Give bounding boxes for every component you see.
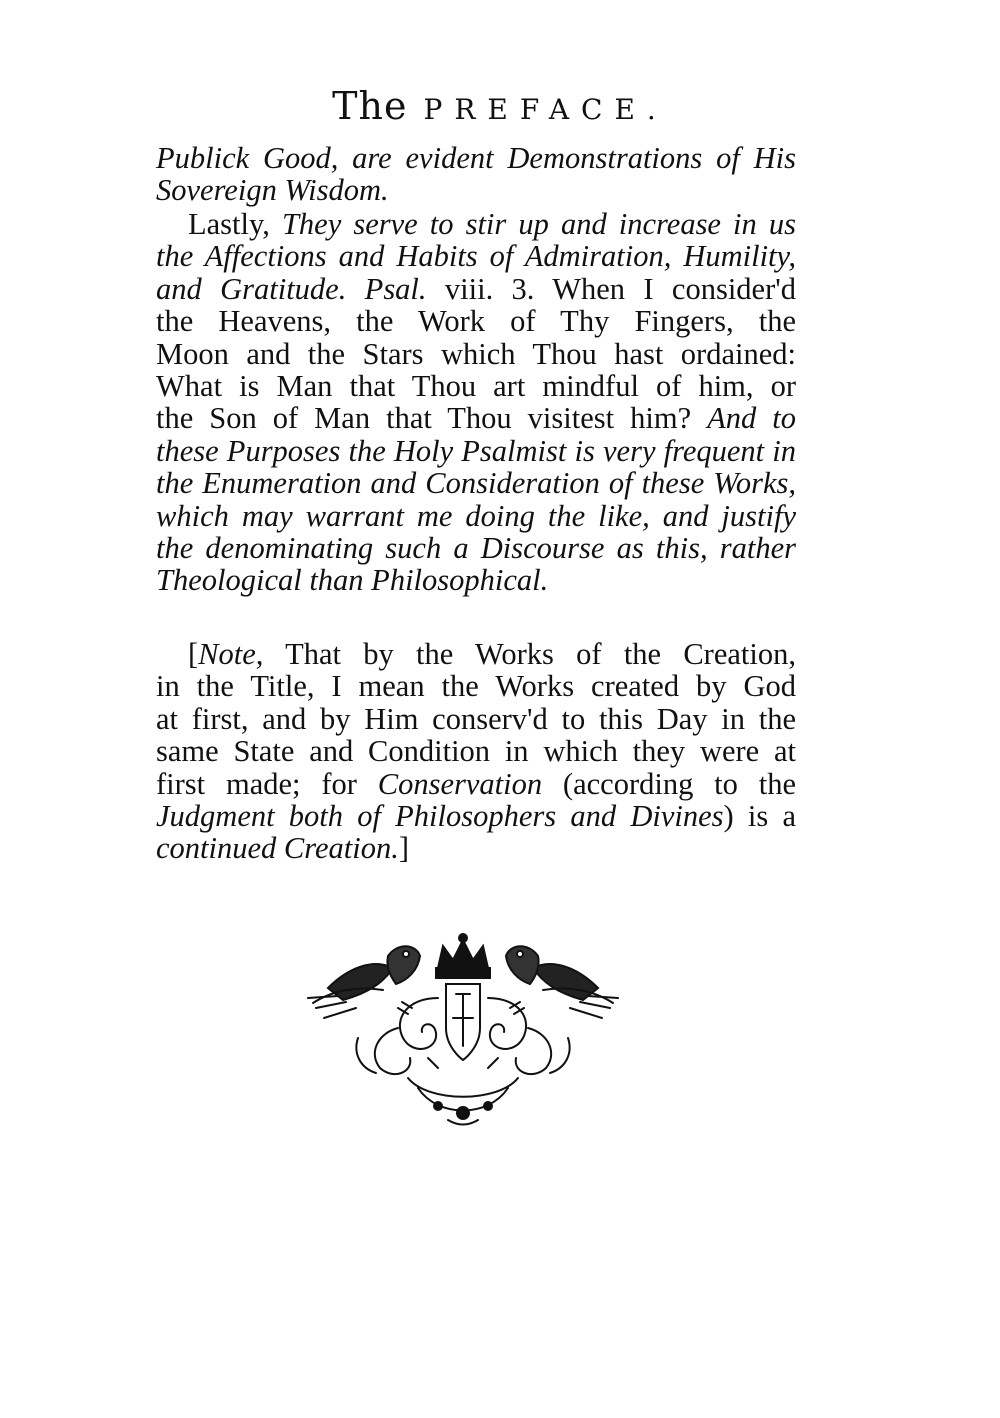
p3-l6-roman: ) is a bbox=[723, 799, 796, 834]
p2-line-4: the Heavens, the Work of Thy Fingers, the bbox=[156, 304, 796, 339]
p2-line-3 bbox=[156, 273, 796, 305]
p3-line-3: at first, and by Him conserv'd to this Day in the bbox=[156, 701, 796, 736]
p2-line-6: What is Man that Thou art mindful of him, or bbox=[156, 369, 796, 404]
p3-line-5 bbox=[156, 768, 796, 800]
p2-line-8: these Purposes the Holy Psalmist is very frequent in bbox=[156, 433, 796, 468]
p3-l7-italic: continued Creation. bbox=[156, 831, 399, 866]
p2-l7-italic: And to bbox=[707, 401, 796, 436]
p3-l7-bracket: ] bbox=[398, 831, 410, 866]
p2-line-7 bbox=[156, 402, 796, 434]
p3-l5-roman-b: (according to the bbox=[542, 766, 796, 801]
header-preface: PREFACE. bbox=[423, 93, 668, 126]
running-header bbox=[0, 84, 1000, 128]
p1-line-2: Sovereign Wisdom. bbox=[156, 173, 389, 208]
p3-line-2: in the Title, I mean the Works created by God bbox=[156, 669, 796, 704]
p2-l3-roman: viii. 3. When I consider'd bbox=[426, 271, 796, 306]
p2-line-2: the Affections and Habits of Admiration, Humility, bbox=[156, 239, 796, 274]
p2-l1-roman: Lastly, bbox=[188, 207, 282, 241]
p3-line-4: same State and Condition in which they were at bbox=[156, 734, 796, 769]
p2-l1-italic: They serve to stir up and increase in us bbox=[281, 207, 796, 241]
paragraph-continuation bbox=[156, 142, 796, 207]
p3-line-1 bbox=[156, 638, 796, 670]
p2-line-5: Moon and the Stars which Thou hast ordained: bbox=[156, 336, 796, 371]
header-the: The bbox=[332, 84, 408, 128]
p3-l1-italic: Note, bbox=[198, 637, 264, 671]
p3-l1-bracket: [ bbox=[188, 637, 199, 671]
p2-line-9: the Enumeration and Consideration of these Works, bbox=[156, 466, 796, 501]
p3-line-7 bbox=[156, 832, 796, 864]
p3-l5-italic: Conservation bbox=[377, 766, 543, 801]
p3-l5-roman-a: first made; for bbox=[156, 766, 378, 801]
eagle-crown-ornament-icon bbox=[298, 928, 628, 1130]
p2-line-10: which may warrant me doing the like, and justify bbox=[156, 498, 796, 533]
p2-l7-roman: the Son of Man that Thou visitest him? bbox=[156, 401, 708, 436]
p2-line-1 bbox=[156, 208, 796, 240]
p3-line-6 bbox=[156, 800, 796, 832]
p2-line-12: Theological than Philosophical. bbox=[156, 563, 549, 598]
paragraph-note bbox=[156, 638, 796, 865]
p2-line-11: the denominating such a Discourse as this, rather bbox=[156, 531, 796, 566]
p1-line-1: Publick Good, are evident Demonstrations of His bbox=[156, 141, 796, 175]
paragraph-lastly bbox=[156, 208, 796, 597]
p3-l1-roman: That by the Works of the Creation, bbox=[263, 637, 796, 671]
p2-l3-italic: and Gratitude. Psal. bbox=[156, 271, 427, 306]
p3-l6-italic: Judgment both of Philosophers and Divines bbox=[156, 799, 724, 834]
